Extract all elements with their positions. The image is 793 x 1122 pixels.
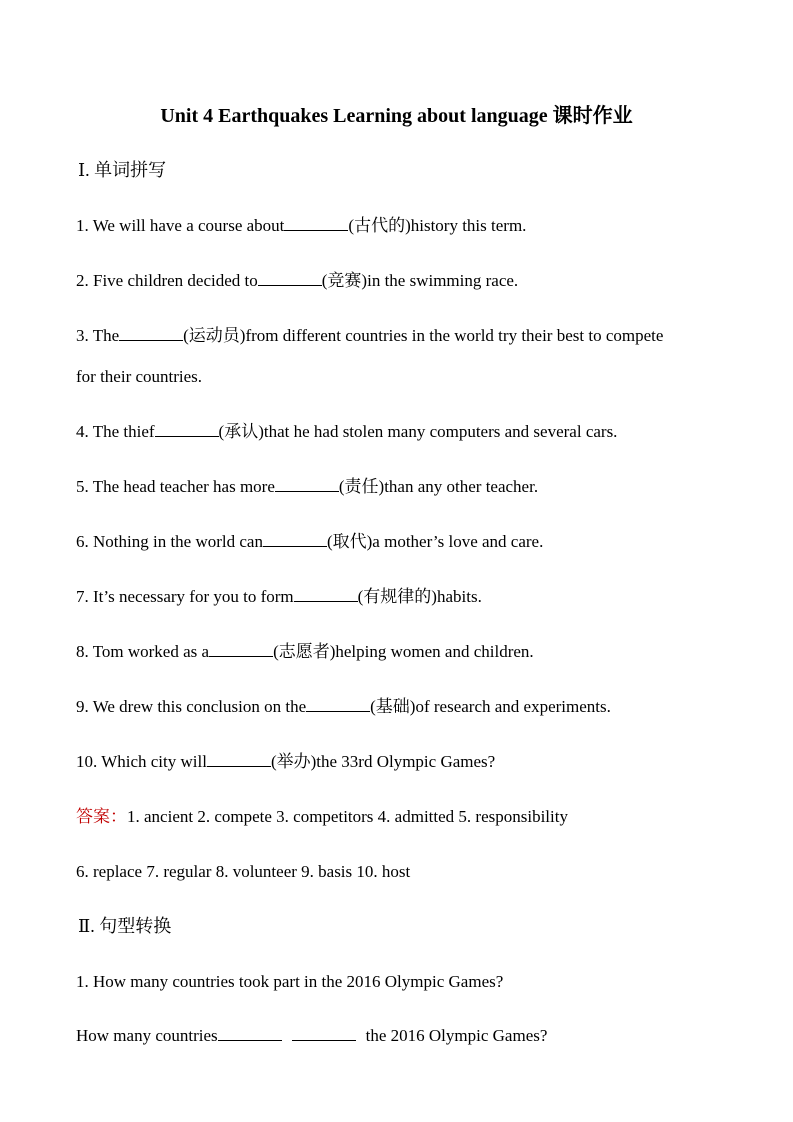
question-text: a mother’s love and care. <box>372 532 544 551</box>
hint-text: (竞赛) <box>321 271 368 290</box>
answer-blank[interactable] <box>218 1025 282 1041</box>
answer-label: 答案： <box>76 807 127 826</box>
answer-blank[interactable] <box>284 215 348 231</box>
question-text: 6. Nothing in the world can <box>76 532 263 551</box>
question-text: 3. The <box>76 326 120 345</box>
page-title: Unit 4 Earthquakes Learning about language 课时作业 <box>160 105 633 127</box>
hint-text: (责任) <box>338 477 385 496</box>
hint-text: (志愿者) <box>273 642 336 661</box>
answer-blank[interactable] <box>207 751 271 767</box>
question-text: 1. We will have a course about <box>76 216 285 235</box>
question-10 <box>76 750 736 774</box>
transform-rewrite-1 <box>76 1024 736 1048</box>
hint-text: (举办) <box>270 752 317 771</box>
answer-key-line-1 <box>76 805 736 829</box>
question-text: 10. Which city will <box>76 752 207 771</box>
answer-blank[interactable] <box>155 421 219 437</box>
question-text: in the swimming race. <box>367 271 519 290</box>
question-text: that he had stolen many computers and several cars. <box>263 422 618 441</box>
question-text: the 2016 Olympic Games? <box>365 1026 548 1045</box>
question-text: history this term. <box>410 216 527 235</box>
question-text: 5. The head teacher has more <box>76 477 275 496</box>
answer-blank[interactable] <box>263 531 327 547</box>
question-1 <box>76 214 736 238</box>
answer-blank[interactable] <box>306 696 370 712</box>
section-heading-word-spelling: Ⅰ. 单词拼写 <box>78 160 167 180</box>
question-9 <box>76 695 736 719</box>
question-text: 7. It’s necessary for you to form <box>76 587 294 606</box>
question-text: than any other teacher. <box>384 477 539 496</box>
question-8 <box>76 640 736 664</box>
hint-text: (有规律的) <box>357 587 437 606</box>
answer-blank[interactable] <box>294 586 358 602</box>
question-text: the 33rd Olympic Games? <box>316 752 496 771</box>
question-text: 4. The thief <box>76 422 155 441</box>
question-text: helping women and children. <box>335 642 534 661</box>
section-heading-sentence-transformation: Ⅱ. 句型转换 <box>78 916 172 936</box>
answer-blank[interactable] <box>119 325 183 341</box>
question-text: 8. Tom worked as a <box>76 642 210 661</box>
question-7 <box>76 585 736 609</box>
question-text: habits. <box>436 587 482 606</box>
question-5 <box>76 475 736 499</box>
question-3 <box>76 324 736 348</box>
hint-text: (承认) <box>218 422 264 441</box>
question-text: How many countries <box>76 1026 218 1045</box>
answer-blank[interactable] <box>292 1025 356 1041</box>
answer-key-line-2: 6. replace 7. regular 8. volunteer 9. basis 10. host <box>76 862 411 881</box>
question-text: 9. We drew this conclusion on the <box>76 697 307 716</box>
hint-text: (取代) <box>326 532 373 551</box>
question-3-continuation: for their countries. <box>76 367 203 386</box>
hint-text: (运动员) <box>183 326 246 345</box>
question-4 <box>76 420 736 444</box>
answer-blank[interactable] <box>258 270 322 286</box>
hint-text: (古代的) <box>348 216 411 235</box>
answer-text: 1. ancient 2. compete 3. competitors 4. admitted 5. responsibility <box>127 807 568 826</box>
question-6 <box>76 530 736 554</box>
question-text: of research and experiments. <box>415 697 611 716</box>
question-text: from different countries in the world try their best to compete <box>245 326 664 345</box>
question-text: 2. Five children decided to <box>76 271 258 290</box>
answer-blank[interactable] <box>275 476 339 492</box>
question-2 <box>76 269 736 293</box>
hint-text: (基础) <box>370 697 416 716</box>
transform-question-1: 1. How many countries took part in the 2016 Olympic Games? <box>76 972 504 991</box>
answer-blank[interactable] <box>209 641 273 657</box>
